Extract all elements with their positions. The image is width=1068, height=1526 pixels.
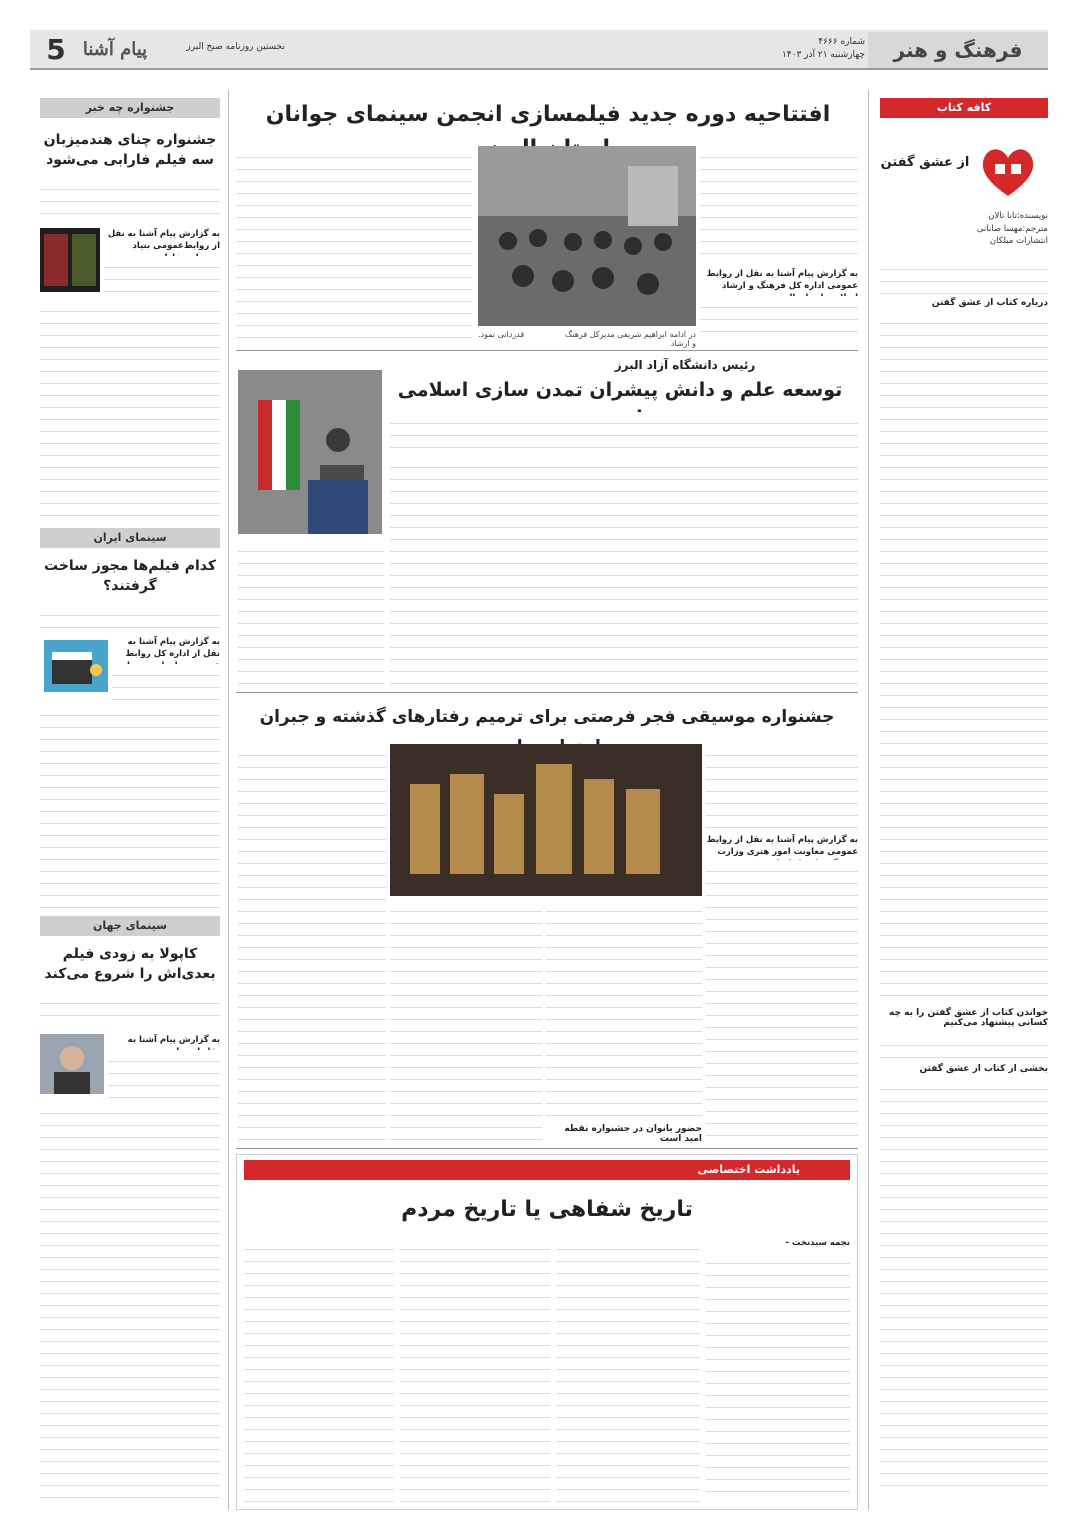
festival-news-body (40, 300, 220, 518)
iran-cinema-body (40, 704, 220, 912)
section-title: فرهنگ و هنر (868, 32, 1048, 68)
tagline: نخستین روزنامه صبح البرز (186, 42, 285, 52)
page-number: 5 (46, 33, 66, 66)
book-author: نویسنده:تانا تالان (988, 211, 1048, 221)
meeting-photo (478, 146, 696, 326)
note-body-3 (400, 1238, 550, 1502)
world-cinema-label: سینمای جهان (40, 916, 220, 936)
book-credits (880, 210, 1048, 248)
festival-posters (40, 228, 100, 292)
book-publisher: انتشارات میلکان (989, 236, 1048, 246)
music-headline: جشنواره موسیقی فجر فرصتی برای ترمیم رفتارهای گذشته و جبران (259, 707, 835, 727)
music-body-3 (390, 900, 542, 1140)
issue-date: چهارشنبه ۲۱ آذر ۱۴۰۳ (781, 50, 865, 60)
main-story-continued (236, 146, 472, 342)
book-body-text (880, 312, 1048, 1002)
festival-news-headline: جشنواره چنای هندمیزبان سه فیلم فارابی می‌شود (43, 132, 217, 168)
issue-number: شماره ۴۶۶۶ (818, 37, 865, 47)
book-subhead-excerpt: بخشی از کتاب از عشق گفتن (919, 1064, 1048, 1074)
book-excerpt-text (880, 1078, 1048, 1496)
newspaper-logo: پیام آشنا (82, 39, 148, 60)
university-headline: توسعه علم و دانش پیشران تمدن سازی اسلامی (397, 379, 843, 401)
world-cinema-byline: به گزارش پیام آشنا به (127, 1035, 220, 1045)
world-cinema-intro (40, 992, 220, 1020)
music-body-1 (706, 860, 858, 1140)
column-divider (228, 90, 229, 1510)
note-headline: تاریخ شفاهی یا تاریخ مردم (401, 1197, 693, 1222)
university-body (390, 456, 858, 686)
world-cinema-text (108, 1050, 220, 1098)
iran-cinema-text (112, 664, 220, 700)
column-divider (868, 90, 869, 1510)
note-body-4 (244, 1238, 394, 1502)
issue-info (770, 36, 865, 62)
book-subhead-about: درباره کتاب از عشق گفتن (931, 298, 1048, 308)
note-body-2 (556, 1238, 700, 1502)
main-story-text (700, 296, 858, 340)
music-body-4 (238, 744, 386, 1140)
section-divider (236, 1148, 858, 1149)
clapperboard-icon (44, 636, 108, 696)
book-recommend-text (880, 1034, 1048, 1058)
book-intro-text (880, 258, 1048, 294)
main-headline: افتتاحیه دوره جدید فیلمسازی انجمن سینمای جوانان (265, 102, 831, 127)
university-intro (390, 412, 858, 452)
cafe-ketab-label: کافه کتاب (880, 98, 1048, 118)
photo-caption: در ادامه ابراهیم شریفی مدیرکل فرهنگ و ارشاد (565, 330, 696, 348)
book-title: از عشق گفتن (880, 155, 970, 170)
music-byline: به گزارش پیام آشنا به نقل از روابط عمومی معاونت امور هنری وزارت (706, 835, 858, 857)
main-story-intro (700, 146, 858, 264)
university-body-left (238, 540, 384, 686)
iran-cinema-intro (40, 604, 220, 628)
music-subhead: حضور بانوان در جشنواره نقطه امید است (564, 1124, 702, 1144)
iran-cinema-headline: کدام فیلم‌ها مجوز ساخت گرفتند؟ (44, 558, 216, 594)
world-cinema-headline: کاپولا به زودی فیلم بعدی‌اش را شروع می‌کند (44, 946, 216, 982)
book-translator: مترجم:مهسا صابانی (976, 223, 1048, 234)
book-cover-icon (975, 140, 1041, 200)
section-divider (236, 692, 858, 693)
photo-caption-left: قدردانی نمود. (478, 330, 525, 339)
festival-news-intro (40, 178, 220, 218)
book-subhead-recommend: خواندن کتاب از عشق گفتن را به چه کسانی پیشنهاد می‌کنیم (889, 1008, 1048, 1028)
festival-news-byline: به گزارش پیام آشنا به نقل از روابط‌عمومی بنیاد (107, 229, 220, 251)
university-kicker: رئیس دانشگاه آزاد البرز (614, 358, 756, 372)
section-divider (236, 350, 858, 351)
coppola-photo (40, 1034, 104, 1094)
festival-photo (390, 744, 702, 896)
world-cinema-body (40, 1102, 220, 1502)
music-intro (706, 744, 858, 830)
note-body-1 (706, 1252, 850, 1502)
iran-cinema-byline: به گزارش پیام آشنا به نقل از اداره کل روابط (125, 637, 220, 659)
note-label: یادداشت اختصاصی (244, 1160, 850, 1180)
festival-news-label: جشنواره چه خبر (40, 98, 220, 118)
note-author: نجمه سیدنخت - (785, 1238, 850, 1248)
speaker-photo (238, 370, 382, 534)
festival-news-text (104, 256, 220, 296)
main-story-byline: به گزارش پیام آشنا به نقل از روابط عمومی اداره کل فرهنگ و ارشاد (706, 269, 858, 291)
iran-cinema-label: سینمای ایران (40, 528, 220, 548)
music-body-2 (546, 900, 702, 1120)
